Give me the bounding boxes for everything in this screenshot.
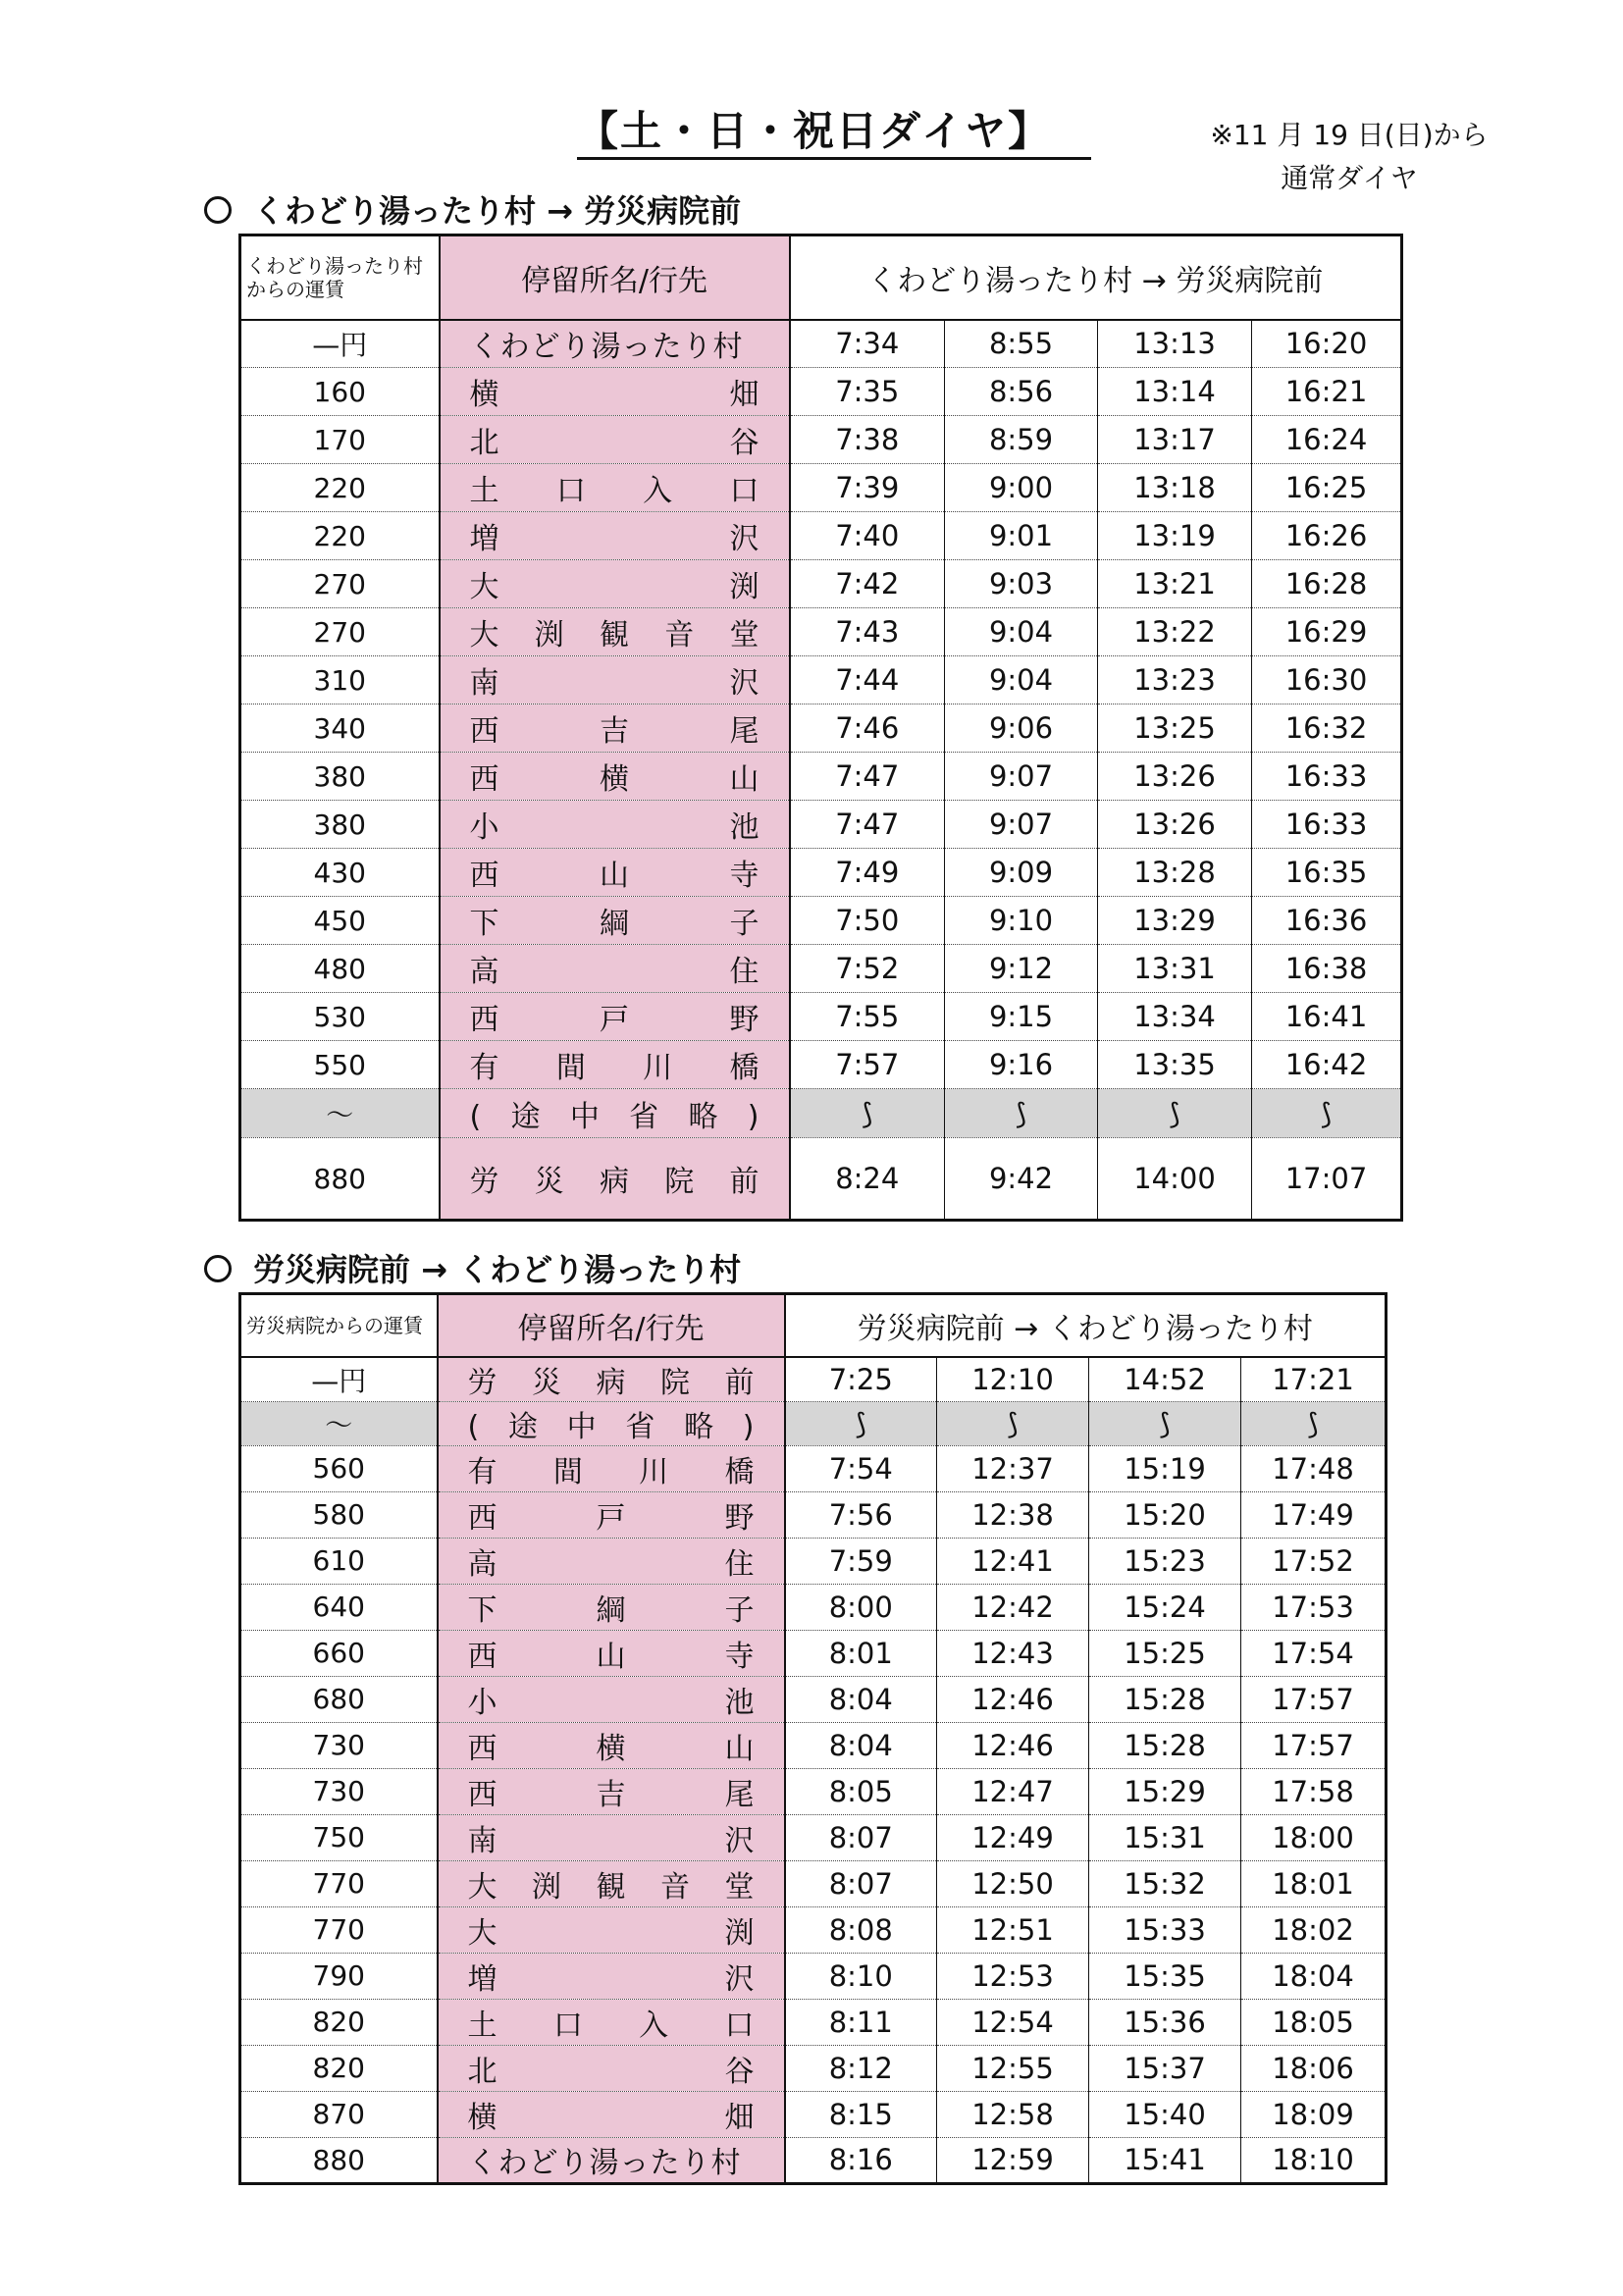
departure-time-cell: 8:01 [785,1630,937,1676]
table-row [240,416,1402,464]
departure-time-cell: 12:51 [937,1906,1089,1953]
stop-name-cell: 西吉尾 [438,1768,785,1814]
departure-time-cell: 16:28 [1252,560,1402,608]
departure-time-cell: 13:31 [1098,945,1252,993]
departure-time-cell: 13:13 [1098,320,1252,368]
departure-time-cell: 7:38 [790,416,945,464]
table-row [240,945,1402,993]
stop-name-cell: 高住 [438,1538,785,1584]
table-row [240,1999,1387,2045]
departure-time-cell: 12:58 [937,2091,1089,2137]
departure-time-cell: 8:10 [785,1953,937,1999]
departure-time-cell: 15:25 [1089,1630,1241,1676]
fare-cell: 750 [240,1814,438,1860]
departure-time-cell: 13:18 [1098,464,1252,512]
departure-time-cell: 13:14 [1098,368,1252,416]
fare-cell: —円 [240,320,440,368]
departure-time-cell: 9:04 [945,608,1098,656]
table-row [240,849,1402,897]
schedule-note-line1: ※11 月 19 日(日)から [1210,119,1489,151]
departure-time-cell: 8:00 [785,1584,937,1630]
departure-time-cell: 9:03 [945,560,1098,608]
departure-time-cell: 17:57 [1241,1676,1387,1722]
departure-time-cell: 7:52 [790,945,945,993]
stop-name-cell: 横畑 [440,368,790,416]
departure-time-cell: 13:17 [1098,416,1252,464]
stop-name-cell: 有間川橋 [440,1041,790,1089]
fare-cell: 270 [240,560,440,608]
departure-time-cell: 17:07 [1284,1162,1368,1195]
departure-time-cell: 12:38 [937,1491,1089,1538]
departure-time-cell: 15:31 [1089,1814,1241,1860]
departure-time-cell: 18:05 [1241,1999,1387,2045]
departure-time-cell: 9:10 [945,897,1098,945]
fare-cell: 820 [240,2045,438,2091]
table-row [240,1584,1387,1630]
fare-column-header: 労災病院からの運賃 [240,1294,438,1357]
stop-name-cell: (途中省略) [438,1401,785,1445]
departure-time-cell: 16:21 [1252,368,1402,416]
departure-time-cell: 12:37 [937,1445,1089,1491]
departure-time-cell: 15:19 [1089,1445,1241,1491]
fare-cell: 880 [240,1138,440,1221]
departure-time-cell: 17:48 [1241,1445,1387,1491]
departure-time-cell: 8:05 [785,1768,937,1814]
fare-cell: 430 [240,849,440,897]
departure-time-cell: 15:32 [1089,1860,1241,1906]
table-row [240,2137,1387,2183]
fare-cell: 340 [240,704,440,753]
departure-time-cell: 7:50 [790,897,945,945]
departure-time-cell: 16:20 [1252,320,1402,368]
departure-time-cell: 17:53 [1241,1584,1387,1630]
page-title: 【土・日・祝日ダイヤ】 [577,106,1091,160]
table-row [240,1722,1387,1768]
fare-cell: 220 [240,512,440,560]
departure-time-cell: 12:46 [937,1722,1089,1768]
departure-time-cell: 18:06 [1241,2045,1387,2091]
section-heading-outbound [204,189,741,233]
departure-time-cell: 16:24 [1252,416,1402,464]
departure-time-cell: 7:55 [790,993,945,1041]
departure-time-cell: 12:41 [937,1538,1089,1584]
schedule-note-line2: 通常ダイヤ [1281,162,1418,194]
departure-time-cell: 18:02 [1241,1906,1387,1953]
departure-time-cell: 7:34 [790,320,945,368]
table-row [240,1538,1387,1584]
stop-name-cell: 小池 [438,1676,785,1722]
fare-cell: 730 [240,1768,438,1814]
table-row [240,560,1402,608]
fare-cell: 220 [240,464,440,512]
departure-time-cell: 7:39 [790,464,945,512]
departure-time-cell: 12:10 [937,1357,1089,1402]
stop-name-cell: 北谷 [440,416,790,464]
departure-time-cell: 13:25 [1098,704,1252,753]
departure-time-cell: 18:10 [1272,2143,1354,2176]
fare-cell: 870 [240,2091,438,2137]
stop-name-cell: 西戸野 [438,1491,785,1538]
stop-name-cell: 労災病院前 [440,1138,790,1221]
table-row [240,1041,1402,1089]
departure-time-cell: 16:42 [1252,1041,1402,1089]
table-row [240,1491,1387,1538]
departure-time-cell: 17:21 [1241,1357,1387,1402]
departure-time-cell: 18:04 [1241,1953,1387,1999]
departure-time-cell: 9:15 [945,993,1098,1041]
departure-time-cell: 17:52 [1241,1538,1387,1584]
stop-name-cell: 有間川橋 [438,1445,785,1491]
fare-cell: 380 [240,801,440,849]
stop-name-cell: 土口入口 [440,464,790,512]
departure-time-cell: 7:35 [790,368,945,416]
departure-time-cell: 15:35 [1089,1953,1241,1999]
stop-name-cell: 下綱子 [440,897,790,945]
departure-time-cell: ⟆ [790,1089,945,1138]
departure-time-cell: 13:34 [1098,993,1252,1041]
departure-time-cell: 8:24 [790,1138,945,1221]
stop-name-cell: 南沢 [438,1814,785,1860]
table-row [240,1676,1387,1722]
departure-time-cell: 16:33 [1252,753,1402,801]
table-row [240,1445,1387,1491]
fare-cell: 480 [240,945,440,993]
departure-time-cell: 16:26 [1252,512,1402,560]
departure-time-cell: 16:30 [1252,656,1402,704]
fare-cell: 270 [240,608,440,656]
schedule-note [1187,114,1511,200]
stop-name-cell: 北谷 [438,2045,785,2091]
table-row [240,1768,1387,1814]
departure-time-cell: 15:24 [1089,1584,1241,1630]
table-row [240,512,1402,560]
fare-cell: 160 [240,368,440,416]
stop-name-cell: 小池 [440,801,790,849]
departure-time-cell: 7:47 [790,753,945,801]
departure-time-cell: 9:01 [945,512,1098,560]
stop-name-cell: 増沢 [438,1953,785,1999]
fare-cell: 820 [240,1999,438,2045]
departure-time-cell: 8:07 [785,1860,937,1906]
departure-time-cell: 8:11 [785,1999,937,2045]
stop-name-cell: 大渕観音堂 [438,1860,785,1906]
stop-name-cell: 西山寺 [438,1630,785,1676]
departure-time-cell: ⟆ [1241,1401,1387,1445]
table-row [240,464,1402,512]
omitted-row [240,1401,1387,1445]
stop-name-cell: 西横山 [438,1722,785,1768]
departure-time-cell: 15:40 [1089,2091,1241,2137]
departure-time-cell: 8:04 [785,1722,937,1768]
fare-cell: 770 [240,1906,438,1953]
fare-cell: 880 [240,2137,438,2183]
fare-cell: 550 [240,1041,440,1089]
fare-cell: 380 [240,753,440,801]
departure-time-cell: 16:29 [1252,608,1402,656]
table-row [240,656,1402,704]
departure-time-cell: 12:53 [937,1953,1089,1999]
departure-time-cell: 8:16 [785,2137,937,2183]
stop-name-cell: 大渕観音堂 [440,608,790,656]
departure-time-cell: 16:41 [1252,993,1402,1041]
departure-time-cell: 15:28 [1089,1722,1241,1768]
table-row [240,1860,1387,1906]
departure-time-cell: 13:26 [1098,753,1252,801]
departure-time-cell: 13:26 [1098,801,1252,849]
section-heading-text: 労災病院前 → くわどり湯ったり村 [253,1251,742,1288]
departure-time-cell: ⟆ [1252,1089,1402,1138]
table-row [240,1814,1387,1860]
fare-cell: 790 [240,1953,438,1999]
departure-time-cell: 7:25 [785,1357,937,1402]
stop-name-cell: 労災病院前 [438,1357,785,1402]
table-row [240,368,1402,416]
departure-time-cell: 18:00 [1241,1814,1387,1860]
table-row [240,704,1402,753]
table-row [240,897,1402,945]
table-row [240,2045,1387,2091]
stop-name-cell: 大渕 [440,560,790,608]
table-row [240,608,1402,656]
departure-time-cell: 15:33 [1089,1906,1241,1953]
departure-time-cell: 18:09 [1241,2091,1387,2137]
stop-name-cell: 大渕 [438,1906,785,1953]
stop-column-header: 停留所名/行先 [440,235,790,320]
stop-name-cell: 西吉尾 [440,704,790,753]
departure-time-cell: 17:58 [1241,1768,1387,1814]
departure-time-cell: 13:29 [1098,897,1252,945]
fare-cell: 610 [240,1538,438,1584]
departure-time-cell: 7:59 [785,1538,937,1584]
departure-time-cell: 15:28 [1089,1676,1241,1722]
fare-cell: 530 [240,993,440,1041]
departure-time-cell: 7:46 [790,704,945,753]
departure-time-cell: 7:43 [790,608,945,656]
fare-cell: 170 [240,416,440,464]
departure-time-cell: 12:42 [937,1584,1089,1630]
departure-time-cell: 8:04 [785,1676,937,1722]
direction-header: 労災病院前 → くわどり湯ったり村 [785,1294,1387,1357]
departure-time-cell: 9:42 [945,1138,1098,1221]
stop-name-cell: 西戸野 [440,993,790,1041]
departure-time-cell: 12:50 [937,1860,1089,1906]
stop-column-header: 停留所名/行先 [438,1294,785,1357]
departure-time-cell: 16:38 [1252,945,1402,993]
departure-time-cell: 7:56 [785,1491,937,1538]
table-row [240,1953,1387,1999]
departure-time-cell: 7:49 [790,849,945,897]
table-row [240,753,1402,801]
departure-time-cell: 7:42 [790,560,945,608]
departure-time-cell: 12:49 [937,1814,1089,1860]
fare-cell: ～ [240,1401,438,1445]
table-row [240,1138,1402,1221]
fare-cell: 730 [240,1722,438,1768]
stop-name-cell: 土口入口 [438,1999,785,2045]
departure-time-cell: ⟆ [1098,1089,1252,1138]
departure-time-cell: 9:06 [945,704,1098,753]
table-row [240,993,1402,1041]
section-heading-text: くわどり湯ったり村 → 労災病院前 [253,192,742,230]
departure-time-cell: 7:47 [790,801,945,849]
departure-time-cell: 13:21 [1098,560,1252,608]
fare-cell: ～ [240,1089,440,1138]
departure-time-cell: ⟆ [1089,1401,1241,1445]
section-heading-inbound [204,1248,741,1291]
departure-time-cell: 13:28 [1098,849,1252,897]
departure-time-cell: 8:15 [785,2091,937,2137]
departure-time-cell: 13:35 [1098,1041,1252,1089]
circle-bullet-icon [204,1255,232,1282]
stop-name-cell: 横畑 [438,2091,785,2137]
departure-time-cell: 15:41 [1089,2137,1241,2183]
departure-time-cell: 9:12 [945,945,1098,993]
departure-time-cell: 8:12 [785,2045,937,2091]
fare-column-header: くわどり湯ったり村からの運賃 [240,235,440,320]
departure-time-cell: 12:46 [937,1676,1089,1722]
stop-name-cell: くわどり湯ったり村 [438,2137,785,2183]
departure-time-cell: 13:19 [1098,512,1252,560]
stop-name-cell: (途中省略) [440,1089,790,1138]
fare-cell: —円 [240,1357,438,1402]
departure-time-cell: 9:09 [945,849,1098,897]
departure-time-cell: 8:59 [945,416,1098,464]
stop-name-cell: くわどり湯ったり村 [440,320,790,368]
departure-time-cell: 9:07 [945,753,1098,801]
fare-cell: 640 [240,1584,438,1630]
departure-time-cell: 9:16 [945,1041,1098,1089]
departure-time-cell: ⟆ [785,1401,937,1445]
departure-time-cell: 9:00 [945,464,1098,512]
table-row [240,801,1402,849]
departure-time-cell: 12:59 [937,2137,1089,2183]
departure-time-cell: 8:07 [785,1814,937,1860]
departure-time-cell: 7:44 [790,656,945,704]
table-row [240,2091,1387,2137]
departure-time-cell: 17:54 [1241,1630,1387,1676]
departure-time-cell: 12:47 [937,1768,1089,1814]
stop-name-cell: 増沢 [440,512,790,560]
departure-time-cell: 9:07 [945,801,1098,849]
stop-name-cell: 高住 [440,945,790,993]
departure-time-cell: 8:08 [785,1906,937,1953]
omitted-row [240,1089,1402,1138]
fare-cell: 770 [240,1860,438,1906]
table-header-row [240,235,1402,320]
stop-name-cell: 南沢 [440,656,790,704]
departure-time-cell: 12:54 [937,1999,1089,2045]
departure-time-cell: 16:36 [1252,897,1402,945]
departure-time-cell: 15:36 [1089,1999,1241,2045]
table-row [240,1906,1387,1953]
fare-cell: 580 [240,1491,438,1538]
table-row [240,1630,1387,1676]
departure-time-cell: 15:37 [1089,2045,1241,2091]
stop-name-cell: 西山寺 [440,849,790,897]
departure-time-cell: 9:04 [945,656,1098,704]
departure-time-cell: 7:57 [790,1041,945,1089]
fare-cell: 680 [240,1676,438,1722]
departure-time-cell: 7:54 [785,1445,937,1491]
fare-cell: 450 [240,897,440,945]
departure-time-cell: 16:35 [1252,849,1402,897]
fare-cell: 660 [240,1630,438,1676]
departure-time-cell: 18:01 [1241,1860,1387,1906]
fare-cell: 560 [240,1445,438,1491]
departure-time-cell: 17:49 [1241,1491,1387,1538]
stop-name-cell: 西横山 [440,753,790,801]
departure-time-cell: 8:56 [945,368,1098,416]
departure-time-cell: 13:22 [1098,608,1252,656]
departure-time-cell: 12:43 [937,1630,1089,1676]
departure-time-cell: 16:32 [1252,704,1402,753]
direction-header: くわどり湯ったり村 → 労災病院前 [790,235,1402,320]
circle-bullet-icon [204,196,232,224]
departure-time-cell: 12:55 [937,2045,1089,2091]
departure-time-cell: 7:40 [790,512,945,560]
table-row [240,1357,1387,1402]
departure-time-cell: 15:23 [1089,1538,1241,1584]
table-header-row [240,1294,1387,1357]
fare-cell: 310 [240,656,440,704]
departure-time-cell: 13:23 [1098,656,1252,704]
departure-time-cell: 16:25 [1252,464,1402,512]
departure-time-cell: 17:57 [1241,1722,1387,1768]
departure-time-cell: ⟆ [945,1089,1098,1138]
departure-time-cell: 16:33 [1252,801,1402,849]
timetable-outbound [238,234,1403,1222]
departure-time-cell: 8:55 [945,320,1098,368]
departure-time-cell: 15:29 [1089,1768,1241,1814]
departure-time-cell: ⟆ [937,1401,1089,1445]
stop-name-cell: 下綱子 [438,1584,785,1630]
departure-time-cell: 14:00 [1098,1138,1252,1221]
timetable-inbound [238,1292,1387,2185]
table-row [240,320,1402,368]
departure-time-cell: 14:52 [1089,1357,1241,1402]
departure-time-cell: 15:20 [1089,1491,1241,1538]
